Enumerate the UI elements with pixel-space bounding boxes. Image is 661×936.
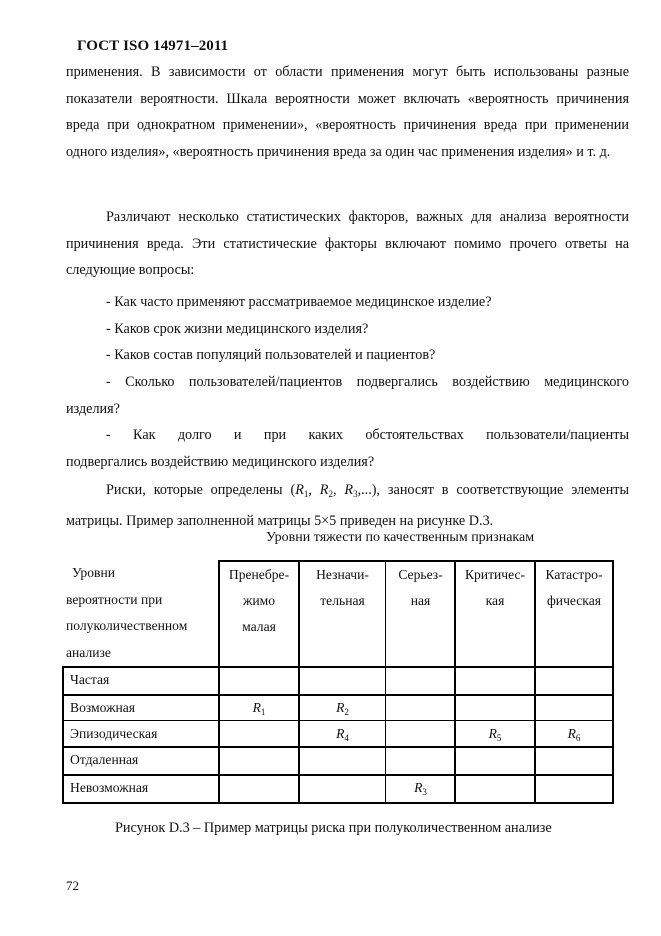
risk-entry	[536, 721, 612, 747]
risks-text-before: Риски, которые определены (	[106, 482, 296, 498]
probability-header-line: вероятности при	[66, 591, 163, 607]
severity-header-4	[456, 562, 534, 614]
risk-subscript: 5	[496, 733, 502, 743]
table-border	[612, 560, 614, 804]
risk-matrix	[62, 560, 613, 803]
question-line-2: подвергались воздействию медицинского изделия?	[66, 453, 375, 470]
severity-header-3	[387, 562, 454, 614]
severity-header-line: ная	[410, 593, 431, 608]
risk-subscript: 6	[575, 733, 581, 743]
severity-header-line: Катастро-	[545, 567, 603, 582]
probability-row-label: Отдаленная	[70, 752, 139, 767]
page-number: 72	[66, 878, 79, 893]
probability-header-line: полуколичественном	[66, 618, 188, 633]
probability-row-label: Эпизодическая	[70, 726, 158, 741]
risks-text-after: ,...), заносят в соответствующие элементы матрицы. Пример заполненной матрицы 5×5 приведен на рисунке D.3.	[66, 482, 630, 529]
risk-symbol: R	[252, 700, 261, 715]
risk-entry	[300, 721, 385, 747]
severity-header-line: Незначи-	[316, 567, 369, 582]
risk-symbol: R	[336, 700, 345, 715]
separator: ,	[308, 482, 320, 498]
risk-entry	[387, 775, 454, 803]
question-item: - Как часто применяют рассматриваемое медицинское изделие?	[106, 294, 492, 310]
document-header: ГОСТ ISO 14971–2011	[77, 38, 229, 54]
risk-subscript: 3	[422, 787, 427, 797]
paragraph-risks	[66, 477, 629, 534]
paragraph-statistical-factors: Различают несколько статистических факторов, важных для анализа вероятности причинения вреда. Эти статистические факторы включают помимо прочего ответы на следующие вопросы:	[66, 209, 629, 278]
risk-subscript: 2	[328, 489, 333, 499]
severity-axis-title: Уровни тяжести по качественным признакам	[266, 530, 535, 545]
figure-caption: Рисунок D.3 – Пример матрицы риска при полуколичественном анализе	[115, 820, 552, 836]
risk-subscript: 3	[353, 489, 358, 499]
severity-header-line: Серьез-	[398, 567, 443, 582]
probability-header-line: Уровни	[72, 565, 115, 580]
risk-subscript: 4	[344, 733, 349, 743]
risk-symbol: R	[567, 726, 576, 741]
risk-subscript: 1	[303, 489, 309, 499]
probability-row-label: Частая	[70, 672, 110, 687]
severity-header-5	[536, 562, 612, 614]
severity-header-line: малая	[242, 619, 276, 634]
probability-header-line: анализе	[66, 644, 111, 660]
severity-header-1	[220, 562, 298, 640]
risk-symbol: R	[344, 482, 354, 498]
probability-row-label: Невозможная	[70, 780, 149, 795]
question-item	[66, 422, 629, 475]
severity-header-line: Критичес-	[464, 567, 526, 582]
risk-symbol: R	[336, 726, 345, 741]
question-line-1: - Как долго и при каких обстоятельствах пользователи/пациенты	[106, 427, 629, 443]
severity-header-line: Пренебре-	[228, 567, 290, 582]
risk-symbol: R	[295, 482, 304, 498]
probability-row-label: Возможная	[70, 700, 136, 715]
risk-entry	[456, 721, 534, 747]
question-item: - Каков состав популяций пользователей и пациентов?	[106, 347, 436, 363]
question-item: - Сколько пользователей/пациентов подвергались воздействию медицинского изделия?	[66, 374, 629, 417]
separator: ,	[332, 482, 345, 498]
table-border	[385, 560, 386, 804]
risk-symbol: R	[414, 780, 423, 795]
probability-axis-title	[66, 560, 216, 666]
risk-symbol: R	[488, 726, 497, 741]
risk-entry	[220, 695, 298, 721]
risk-entry	[300, 695, 385, 721]
severity-header-line: тельная	[320, 593, 365, 608]
severity-header-line: кая	[485, 593, 505, 608]
risk-symbol: R	[319, 482, 329, 498]
paragraph-probability-scale: применения. В зависимости от области применения могут быть использованы разные показатели вероятности. Шкала вероятности может включать «вероятность причинения вреда при однократном применении», «вероятность причинения вреда при применении одного изделия», «вероятность причинения вреда за один час применения изделия» и т. д.	[66, 64, 629, 160]
risk-subscript: 1	[260, 707, 266, 717]
question-item: - Каков срок жизни медицинского изделия?	[106, 321, 369, 337]
severity-header-line: фическая	[546, 593, 601, 608]
severity-header-line: жимо	[242, 593, 276, 608]
severity-header-2	[300, 562, 385, 614]
risk-subscript: 2	[344, 707, 349, 717]
